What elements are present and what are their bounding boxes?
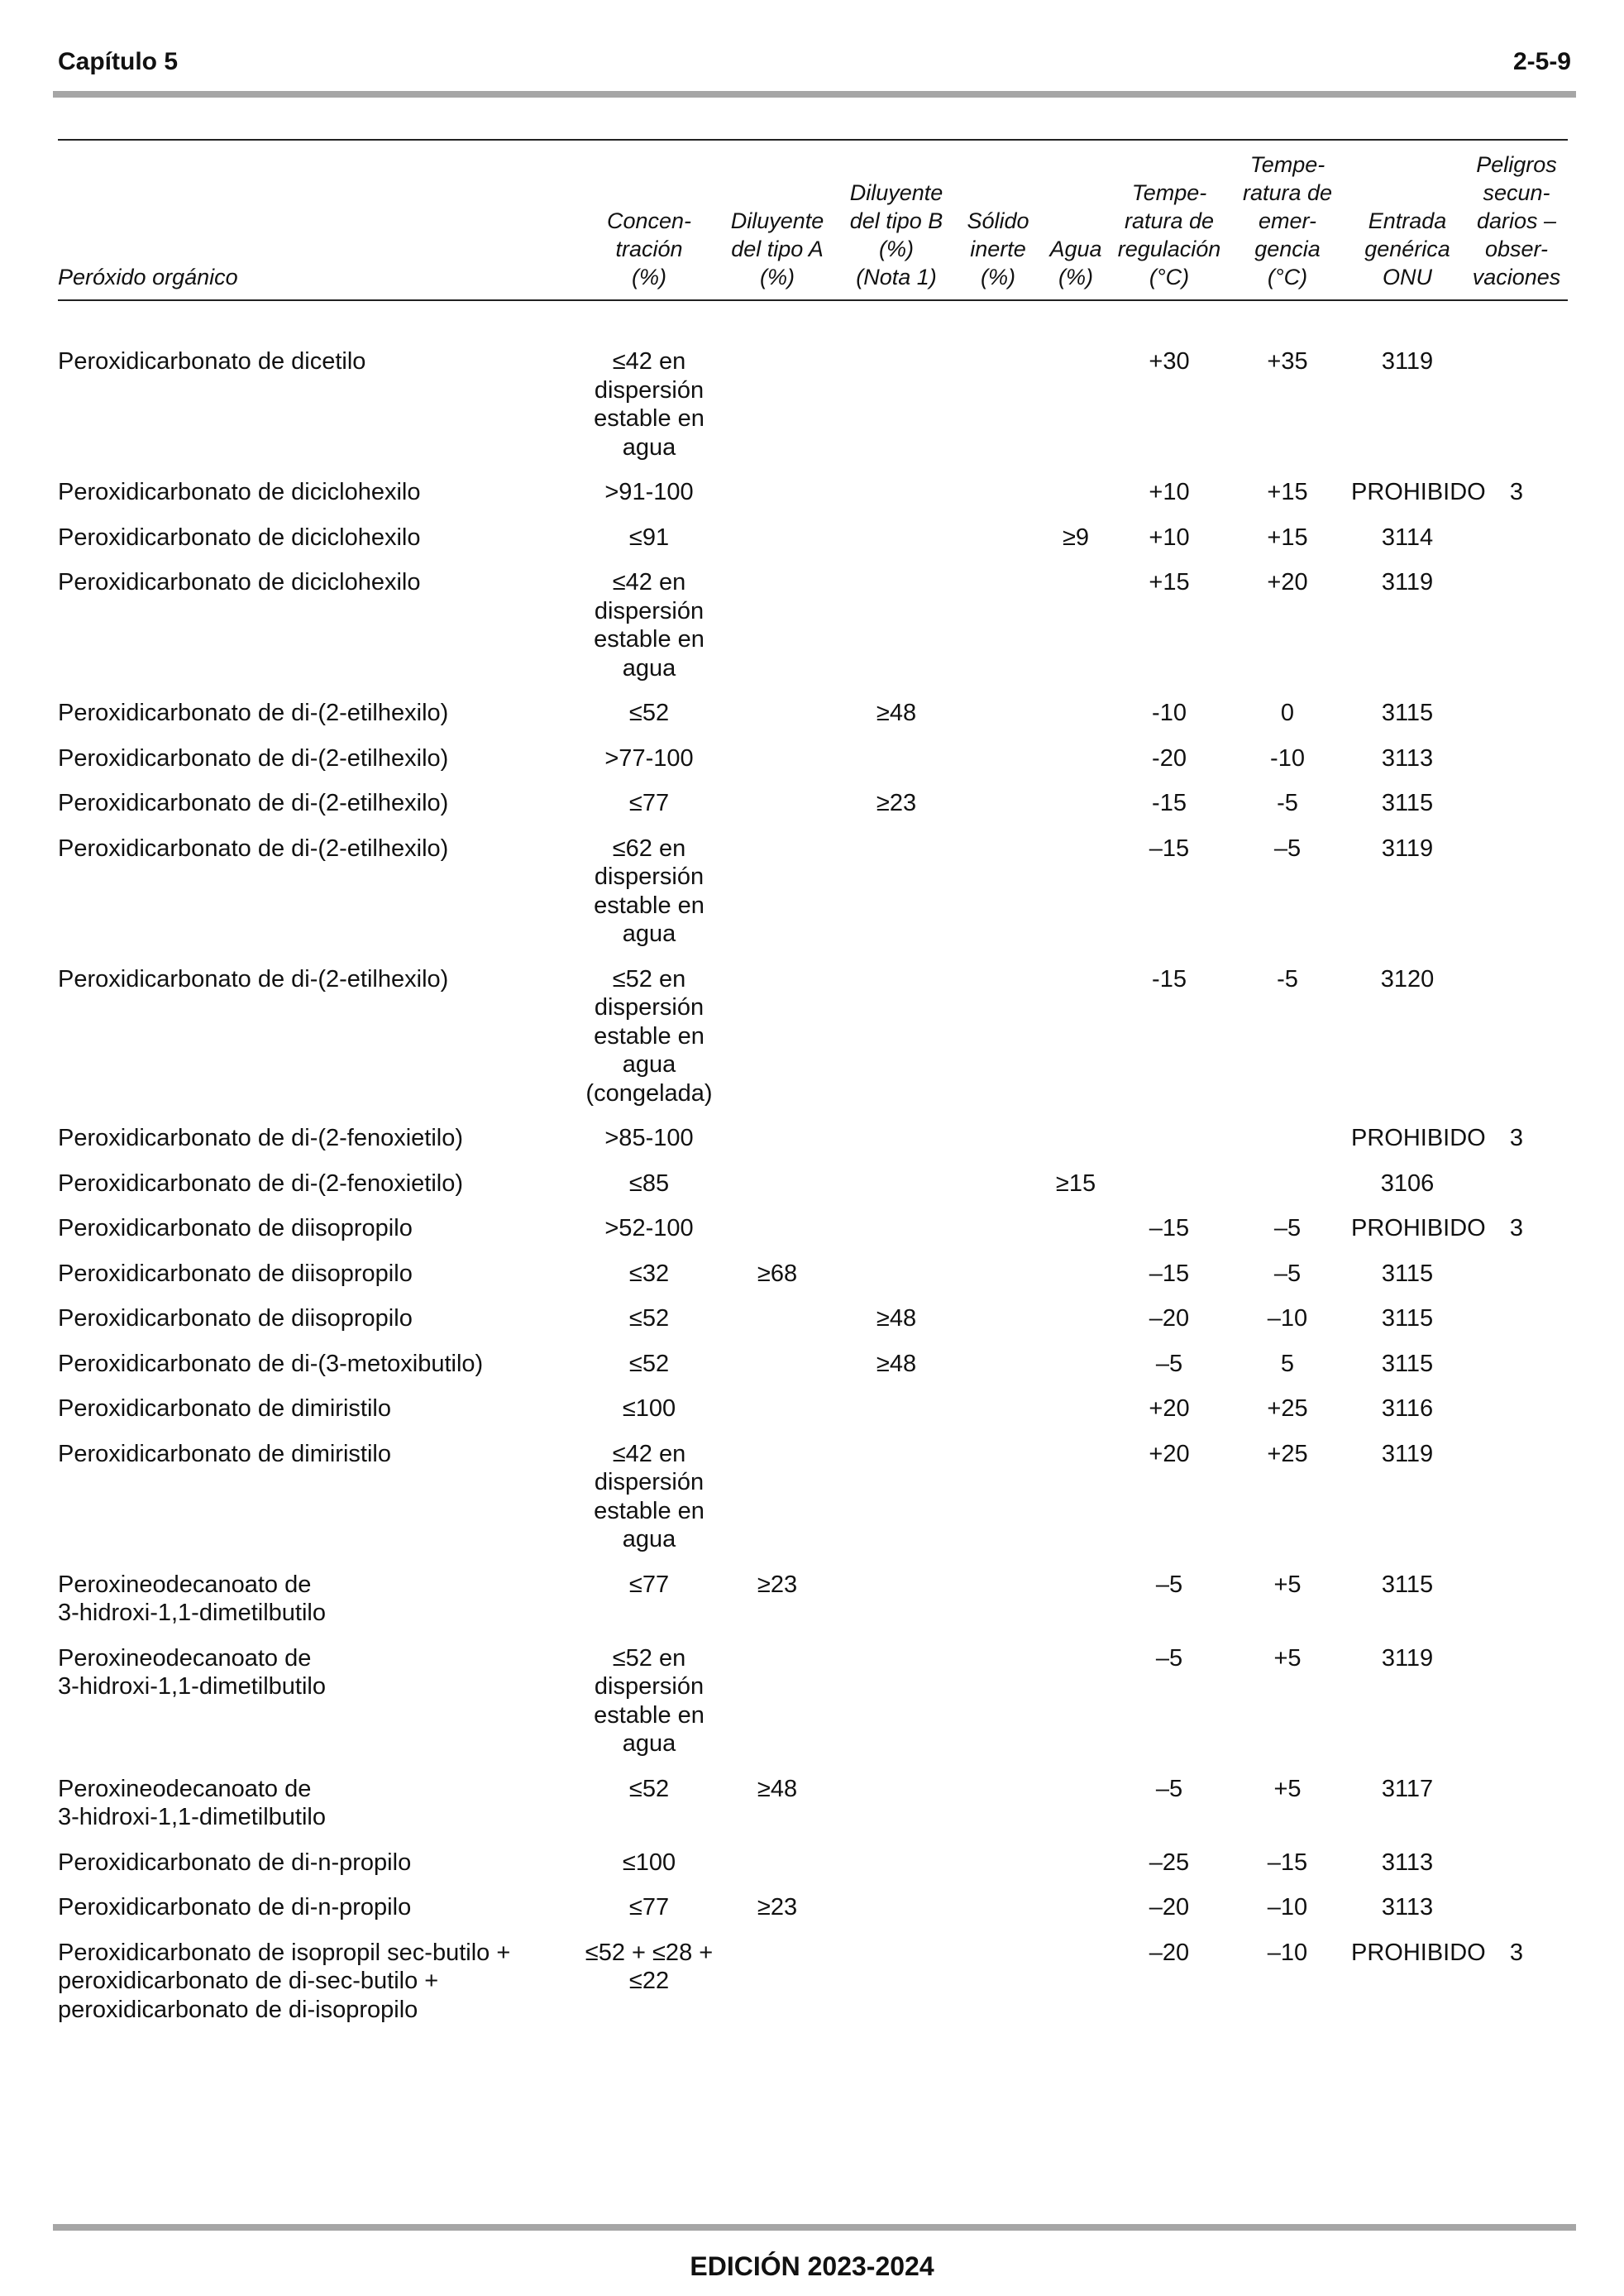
cell-emergency-temperature: +5 <box>1273 1644 1302 1672</box>
cell-un-generic-entry: 3106 <box>1380 1170 1435 1197</box>
cell-concentration: >52-100 <box>604 1215 694 1241</box>
cell-diluent-type-a <box>719 1162 835 1208</box>
cell-emergency-temperature: +25 <box>1267 1395 1308 1422</box>
cell-concentration: ≤42 en dispersión estable en agua <box>594 348 705 461</box>
table-header <box>58 140 1568 300</box>
cell-subsidiary-hazards <box>1465 1297 1568 1342</box>
cell-diluent-type-b <box>835 1162 958 1208</box>
cell-diluent-type-b <box>835 1117 958 1162</box>
cell-concentration: >91-100 <box>604 479 694 505</box>
cell-subsidiary-hazards: 3 <box>1509 1125 1524 1151</box>
cell-emergency-temperature <box>1225 1162 1349 1208</box>
cell-water <box>1039 471 1113 516</box>
cell-water <box>1039 1297 1113 1342</box>
cell-un-generic-entry: 3115 <box>1381 1571 1434 1598</box>
cell-diluent-type-b <box>835 1841 958 1887</box>
cell-water <box>1039 737 1113 782</box>
cell-concentration: ≤42 en dispersión estable en agua <box>594 569 705 682</box>
table-row <box>58 1637 1568 1767</box>
cell-subsidiary-hazards: 3 <box>1509 1939 1524 1966</box>
cell-emergency-temperature: –5 <box>1273 1215 1302 1241</box>
cell-diluent-type-a <box>719 300 835 471</box>
cell-control-temperature: –5 <box>1155 1571 1183 1598</box>
cell-un-generic-entry: 3119 <box>1381 1440 1434 1467</box>
cell-diluent-type-a <box>719 1637 835 1767</box>
cell-inert-solid <box>958 1886 1039 1931</box>
cell-inert-solid <box>958 1637 1039 1767</box>
cell-water <box>1039 1563 1113 1637</box>
cell-emergency-temperature: -5 <box>1277 790 1298 816</box>
cell-control-temperature: –15 <box>1149 835 1190 862</box>
cell-diluent-type-a <box>719 561 835 691</box>
cell-diluent-type-b <box>835 1637 958 1767</box>
cell-subsidiary-hazards <box>1465 1387 1568 1433</box>
cell-emergency-temperature: 5 <box>1280 1350 1295 1377</box>
column-header-concentration: Concen- tración (%) <box>606 208 692 289</box>
column-header-diluent-type-a: Diluyente del tipo A (%) <box>730 208 824 289</box>
cell-peroxide-name: Peroxidicarbonato de diisopropilo <box>58 1305 413 1332</box>
cell-subsidiary-hazards: 3 <box>1509 479 1524 505</box>
cell-peroxide-name: Peroxidicarbonato de di-(2-etilhexilo) <box>58 790 449 816</box>
cell-emergency-temperature: +25 <box>1267 1440 1308 1467</box>
table-row <box>58 1886 1568 1931</box>
cell-control-temperature: –5 <box>1155 1350 1183 1377</box>
column-header-emergency-temperature: Tempe- ratura de emer- gencia (°C) <box>1242 152 1333 289</box>
cell-concentration: >85-100 <box>604 1125 694 1151</box>
cell-un-generic-entry: 3120 <box>1380 965 1435 993</box>
cell-concentration: ≤77 <box>628 1571 670 1598</box>
cell-un-generic-entry: 3115 <box>1381 1350 1434 1377</box>
cell-control-temperature <box>1113 1162 1225 1208</box>
cell-subsidiary-hazards <box>1465 737 1568 782</box>
table-row <box>58 1297 1568 1342</box>
cell-subsidiary-hazards <box>1465 827 1568 958</box>
cell-control-temperature: –25 <box>1149 1849 1190 1876</box>
cell-concentration: ≤52 <box>628 1305 670 1332</box>
cell-emergency-temperature: -5 <box>1277 965 1298 993</box>
cell-diluent-type-a <box>719 1207 835 1252</box>
cell-control-temperature: -20 <box>1152 744 1187 772</box>
cell-concentration: ≤42 en dispersión estable en agua <box>594 1440 705 1552</box>
cell-water <box>1039 1841 1113 1887</box>
cell-diluent-type-a <box>719 1433 835 1563</box>
cell-un-generic-entry: 3115 <box>1381 790 1434 816</box>
cell-peroxide-name: Peroxineodecanoato de 3-hidroxi-1,1-dimetilbutilo <box>58 1571 326 1626</box>
cell-diluent-type-a <box>719 1931 835 2034</box>
table-row <box>58 827 1568 958</box>
cell-diluent-type-a: ≥23 <box>757 1894 798 1921</box>
cell-un-generic-entry: 3119 <box>1381 835 1434 862</box>
table-row <box>58 1252 1568 1298</box>
cell-inert-solid <box>958 782 1039 827</box>
cell-peroxide-name: Peroxidicarbonato de di-(2-etilhexilo) <box>58 835 449 862</box>
cell-diluent-type-a <box>719 691 835 737</box>
cell-emergency-temperature: +15 <box>1267 524 1308 551</box>
organic-peroxide-table-container <box>58 139 1568 2033</box>
cell-diluent-type-a <box>719 737 835 782</box>
cell-subsidiary-hazards <box>1465 300 1568 471</box>
cell-inert-solid <box>958 827 1039 958</box>
cell-subsidiary-hazards <box>1465 958 1568 1117</box>
header-row <box>58 140 1568 300</box>
cell-diluent-type-a: ≥68 <box>757 1260 798 1287</box>
cell-emergency-temperature: –5 <box>1273 1260 1302 1287</box>
table-row <box>58 1207 1568 1252</box>
cell-water <box>1039 300 1113 471</box>
cell-emergency-temperature: 0 <box>1280 700 1295 726</box>
table-row <box>58 471 1568 516</box>
column-header-inert-solid: Sólido inerte (%) <box>967 208 1029 289</box>
table-row <box>58 1342 1568 1388</box>
cell-diluent-type-b: ≥48 <box>876 1305 917 1332</box>
cell-diluent-type-a <box>719 1387 835 1433</box>
cell-diluent-type-b <box>835 1563 958 1637</box>
cell-inert-solid <box>958 516 1039 562</box>
cell-water <box>1039 561 1113 691</box>
cell-water: ≥9 <box>1062 524 1090 551</box>
cell-concentration: ≤85 <box>628 1170 670 1197</box>
table-row <box>58 561 1568 691</box>
cell-diluent-type-b <box>835 1931 958 2034</box>
cell-emergency-temperature: +15 <box>1267 479 1308 505</box>
cell-subsidiary-hazards <box>1465 782 1568 827</box>
cell-control-temperature: -10 <box>1152 700 1187 726</box>
cell-water <box>1039 1387 1113 1433</box>
cell-peroxide-name: Peroxidicarbonato de diisopropilo <box>58 1260 413 1287</box>
cell-inert-solid <box>958 300 1039 471</box>
cell-peroxide-name: Peroxineodecanoato de 3-hidroxi-1,1-dimetilbutilo <box>58 1775 326 1830</box>
cell-peroxide-name: Peroxidicarbonato de di-(2-etilhexilo) <box>58 700 449 726</box>
cell-water <box>1039 1117 1113 1162</box>
cell-diluent-type-a <box>719 516 835 562</box>
cell-peroxide-name: Peroxidicarbonato de dimiristilo <box>58 1440 391 1467</box>
table-row <box>58 691 1568 737</box>
cell-concentration: ≤52 <box>628 1350 670 1377</box>
cell-emergency-temperature: +20 <box>1267 569 1308 596</box>
cell-control-temperature: +20 <box>1149 1395 1190 1422</box>
cell-emergency-temperature: –15 <box>1267 1849 1308 1876</box>
cell-concentration: ≤52 en dispersión estable en agua <box>594 1644 705 1757</box>
cell-inert-solid <box>958 1387 1039 1433</box>
organic-peroxide-table <box>58 139 1568 2033</box>
cell-diluent-type-a <box>719 958 835 1117</box>
table-row <box>58 1841 1568 1887</box>
cell-diluent-type-b: ≥23 <box>876 790 917 816</box>
cell-peroxide-name: Peroxidicarbonato de di-n-propilo <box>58 1894 412 1921</box>
table-body <box>58 300 1568 2033</box>
cell-un-generic-entry: PROHIBIDO <box>1351 1215 1486 1241</box>
page-number: 2-5-9 <box>1512 48 1571 75</box>
column-header-un-generic-entry: Entrada genérica ONU <box>1364 208 1450 289</box>
header-rule <box>53 91 1576 98</box>
cell-water <box>1039 1886 1113 1931</box>
cell-un-generic-entry: 3115 <box>1381 1305 1434 1332</box>
cell-emergency-temperature: –10 <box>1267 1894 1308 1921</box>
cell-water: ≥15 <box>1055 1170 1096 1197</box>
cell-concentration: ≤100 <box>622 1849 676 1876</box>
table-row <box>58 1433 1568 1563</box>
column-header-diluent-type-b: Diluyente del tipo B (%) (Nota 1) <box>849 180 943 289</box>
column-header-water: Agua (%) <box>1049 237 1102 289</box>
cell-subsidiary-hazards <box>1465 516 1568 562</box>
cell-un-generic-entry: 3113 <box>1381 744 1434 772</box>
table-row <box>58 1767 1568 1841</box>
cell-diluent-type-b: ≥48 <box>876 1350 917 1377</box>
cell-control-temperature: –20 <box>1149 1305 1190 1332</box>
column-header-control-temperature: Tempe- ratura de regulación (°C) <box>1117 180 1221 289</box>
cell-un-generic-entry: 3114 <box>1381 524 1434 551</box>
column-header-subsidiary-hazards: Peligros secun- darios – obser- vaciones <box>1472 152 1561 289</box>
cell-un-generic-entry: 3119 <box>1381 1644 1434 1672</box>
cell-un-generic-entry: 3113 <box>1381 1849 1434 1876</box>
table-row <box>58 958 1568 1117</box>
table-row <box>58 1387 1568 1433</box>
cell-concentration: ≤32 <box>628 1260 670 1287</box>
footer-rule <box>53 2224 1576 2231</box>
cell-control-temperature: +10 <box>1149 479 1190 505</box>
cell-water <box>1039 782 1113 827</box>
cell-diluent-type-a <box>719 1297 835 1342</box>
table-row <box>58 1931 1568 2034</box>
cell-un-generic-entry: PROHIBIDO <box>1351 479 1486 505</box>
cell-subsidiary-hazards <box>1465 1162 1568 1208</box>
cell-diluent-type-b <box>835 1433 958 1563</box>
cell-water <box>1039 1931 1113 2034</box>
cell-un-generic-entry: 3115 <box>1381 1260 1434 1287</box>
cell-subsidiary-hazards <box>1465 1841 1568 1887</box>
cell-emergency-temperature: –5 <box>1273 835 1302 862</box>
table-row <box>58 516 1568 562</box>
cell-water <box>1039 1433 1113 1563</box>
cell-control-temperature: –15 <box>1149 1215 1190 1241</box>
cell-un-generic-entry: 3116 <box>1381 1395 1434 1422</box>
cell-peroxide-name: Peroxidicarbonato de di-(3-metoxibutilo) <box>58 1350 484 1377</box>
cell-concentration: ≤52 + ≤28 + ≤22 <box>585 1939 714 1994</box>
cell-inert-solid <box>958 1931 1039 2034</box>
cell-concentration: ≤100 <box>622 1395 676 1422</box>
cell-control-temperature: +10 <box>1149 524 1190 551</box>
cell-peroxide-name: Peroxidicarbonato de diciclohexilo <box>58 524 421 551</box>
cell-subsidiary-hazards <box>1465 1886 1568 1931</box>
cell-diluent-type-b <box>835 1207 958 1252</box>
cell-control-temperature: -15 <box>1152 790 1187 816</box>
table-row <box>58 737 1568 782</box>
cell-control-temperature: –15 <box>1149 1260 1190 1287</box>
cell-emergency-temperature: +35 <box>1267 348 1308 375</box>
cell-diluent-type-a: ≥23 <box>757 1571 798 1598</box>
cell-concentration: >77-100 <box>604 744 694 772</box>
cell-emergency-temperature: –10 <box>1267 1305 1308 1332</box>
cell-peroxide-name: Peroxidicarbonato de diciclohexilo <box>58 569 421 596</box>
cell-diluent-type-b <box>835 471 958 516</box>
cell-inert-solid <box>958 1563 1039 1637</box>
cell-emergency-temperature: -10 <box>1270 744 1305 772</box>
cell-diluent-type-b <box>835 1252 958 1298</box>
cell-water <box>1039 1767 1113 1841</box>
column-header-peroxide-name: Peróxido orgánico <box>58 265 238 289</box>
cell-peroxide-name: Peroxidicarbonato de isopropil sec-butilo + peroxidicarbonato de di-sec-butilo + peroxidicarbonato de di-isopropilo <box>58 1939 511 2023</box>
cell-diluent-type-b <box>835 1767 958 1841</box>
cell-control-temperature: +20 <box>1149 1440 1190 1467</box>
cell-control-temperature: +30 <box>1149 348 1190 375</box>
cell-inert-solid <box>958 1841 1039 1887</box>
cell-water <box>1039 691 1113 737</box>
cell-diluent-type-a <box>719 1342 835 1388</box>
cell-subsidiary-hazards <box>1465 1252 1568 1298</box>
cell-un-generic-entry: 3113 <box>1381 1894 1434 1921</box>
cell-subsidiary-hazards <box>1465 1637 1568 1767</box>
cell-concentration: ≤52 en dispersión estable en agua (congelada) <box>585 965 713 1107</box>
cell-emergency-temperature: –10 <box>1267 1939 1308 1966</box>
cell-water <box>1039 1637 1113 1767</box>
cell-peroxide-name: Peroxineodecanoato de 3-hidroxi-1,1-dimetilbutilo <box>58 1644 326 1700</box>
cell-diluent-type-a <box>719 1117 835 1162</box>
cell-diluent-type-b <box>835 958 958 1117</box>
cell-water <box>1039 958 1113 1117</box>
cell-water <box>1039 827 1113 958</box>
cell-emergency-temperature <box>1225 1117 1349 1162</box>
chapter-title: Capítulo 5 <box>58 48 179 75</box>
cell-un-generic-entry: PROHIBIDO <box>1351 1939 1486 1966</box>
cell-control-temperature: –20 <box>1149 1939 1190 1966</box>
cell-inert-solid <box>958 1117 1039 1162</box>
cell-emergency-temperature: +5 <box>1273 1571 1302 1598</box>
table-row <box>58 782 1568 827</box>
cell-subsidiary-hazards <box>1465 561 1568 691</box>
cell-concentration: ≤91 <box>628 524 670 551</box>
edition-footer: EDICIÓN 2023-2024 <box>690 2251 934 2281</box>
cell-diluent-type-a <box>719 1841 835 1887</box>
table-row <box>58 1162 1568 1208</box>
table-row <box>58 1117 1568 1162</box>
cell-concentration: ≤52 <box>628 700 670 726</box>
cell-peroxide-name: Peroxidicarbonato de dicetilo <box>58 348 366 375</box>
cell-inert-solid <box>958 1767 1039 1841</box>
cell-water <box>1039 1207 1113 1252</box>
cell-un-generic-entry: PROHIBIDO <box>1351 1125 1486 1151</box>
cell-peroxide-name: Peroxidicarbonato de diisopropilo <box>58 1215 413 1241</box>
cell-control-temperature: –5 <box>1155 1644 1183 1672</box>
cell-concentration: ≤62 en dispersión estable en agua <box>594 835 705 947</box>
cell-inert-solid <box>958 958 1039 1117</box>
cell-diluent-type-b <box>835 300 958 471</box>
table-row <box>58 1563 1568 1637</box>
cell-un-generic-entry: 3115 <box>1381 700 1434 726</box>
cell-concentration: ≤77 <box>628 1894 670 1921</box>
cell-diluent-type-a <box>719 782 835 827</box>
cell-un-generic-entry: 3119 <box>1381 348 1434 375</box>
cell-concentration: ≤77 <box>628 790 670 816</box>
cell-subsidiary-hazards <box>1465 1563 1568 1637</box>
cell-peroxide-name: Peroxidicarbonato de di-(2-etilhexilo) <box>58 744 449 772</box>
cell-inert-solid <box>958 1297 1039 1342</box>
cell-inert-solid <box>958 471 1039 516</box>
cell-subsidiary-hazards <box>1465 1342 1568 1388</box>
cell-peroxide-name: Peroxidicarbonato de di-(2-etilhexilo) <box>58 965 449 993</box>
cell-inert-solid <box>958 561 1039 691</box>
cell-peroxide-name: Peroxidicarbonato de dimiristilo <box>58 1395 391 1422</box>
cell-inert-solid <box>958 1342 1039 1388</box>
cell-diluent-type-b: ≥48 <box>876 700 917 726</box>
cell-diluent-type-b <box>835 1387 958 1433</box>
cell-water <box>1039 1252 1113 1298</box>
cell-inert-solid <box>958 1433 1039 1563</box>
cell-control-temperature: +15 <box>1149 569 1190 596</box>
cell-diluent-type-a: ≥48 <box>757 1775 798 1802</box>
cell-diluent-type-b <box>835 561 958 691</box>
cell-inert-solid <box>958 1162 1039 1208</box>
cell-peroxide-name: Peroxidicarbonato de diciclohexilo <box>58 479 421 505</box>
cell-peroxide-name: Peroxidicarbonato de di-(2-fenoxietilo) <box>58 1125 464 1151</box>
cell-subsidiary-hazards <box>1465 1767 1568 1841</box>
cell-diluent-type-b <box>835 827 958 958</box>
table-row <box>58 300 1568 471</box>
cell-subsidiary-hazards: 3 <box>1509 1215 1524 1241</box>
cell-subsidiary-hazards <box>1465 1433 1568 1563</box>
cell-diluent-type-b <box>835 737 958 782</box>
cell-inert-solid <box>958 691 1039 737</box>
cell-peroxide-name: Peroxidicarbonato de di-(2-fenoxietilo) <box>58 1170 464 1197</box>
cell-control-temperature: –5 <box>1155 1775 1183 1802</box>
cell-un-generic-entry: 3119 <box>1381 569 1434 596</box>
cell-emergency-temperature: +5 <box>1273 1775 1302 1802</box>
cell-inert-solid <box>958 1207 1039 1252</box>
cell-control-temperature <box>1113 1117 1225 1162</box>
cell-control-temperature: –20 <box>1149 1894 1190 1921</box>
cell-inert-solid <box>958 737 1039 782</box>
cell-diluent-type-a <box>719 471 835 516</box>
cell-control-temperature: -15 <box>1152 965 1187 993</box>
cell-water <box>1039 1342 1113 1388</box>
cell-inert-solid <box>958 1252 1039 1298</box>
cell-diluent-type-a <box>719 827 835 958</box>
cell-diluent-type-b <box>835 516 958 562</box>
cell-peroxide-name: Peroxidicarbonato de di-n-propilo <box>58 1849 412 1876</box>
cell-diluent-type-b <box>835 1886 958 1931</box>
cell-concentration: ≤52 <box>628 1775 670 1802</box>
cell-un-generic-entry: 3117 <box>1381 1775 1434 1802</box>
cell-subsidiary-hazards <box>1465 691 1568 737</box>
